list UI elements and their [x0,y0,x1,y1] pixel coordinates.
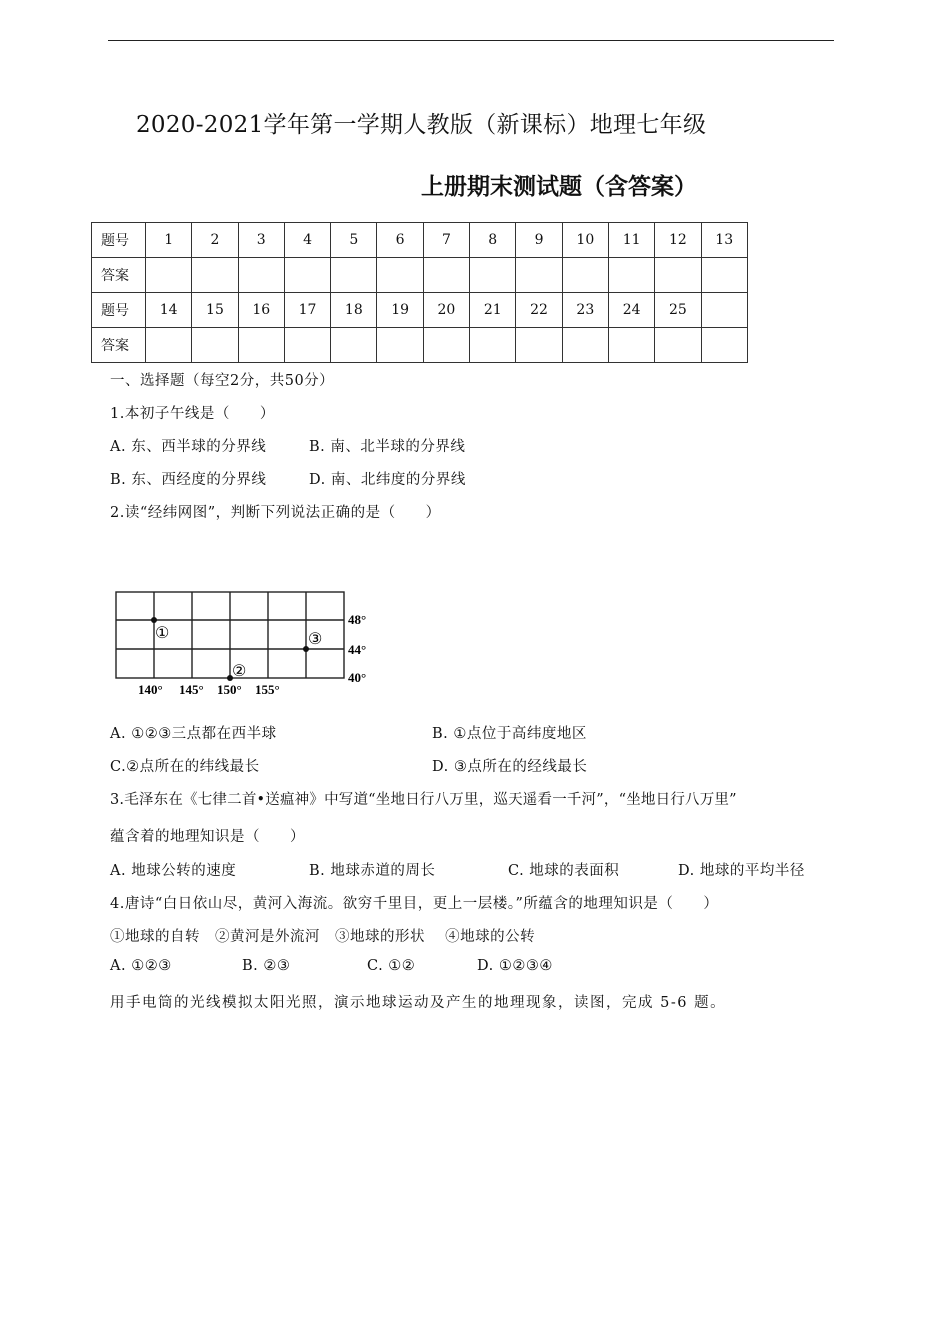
row-label: 题号 [92,293,146,328]
question-number: 5 [331,223,377,258]
q3-stem-continued: 蕴含着的地理知识是（ ） [110,829,305,845]
answer-cell[interactable] [377,258,423,293]
point-1-dot [151,617,157,623]
question-number: 18 [331,293,377,328]
header-rule [108,40,834,41]
lon-label: 140° [138,682,163,697]
question-number: 22 [516,293,562,328]
answer-cell[interactable] [192,328,238,363]
answer-cell[interactable] [331,328,377,363]
q1-option-d[interactable]: D. 南、北纬度的分界线 [309,472,466,488]
q4-option-b[interactable]: B. ②③ [242,958,291,974]
question-number: 25 [655,293,701,328]
question-number: 17 [284,293,330,328]
answer-cell[interactable] [608,328,654,363]
lon-label: 150° [217,682,242,697]
question-number: 16 [238,293,284,328]
q2-stem: 2.读“经纬网图”，判断下列说法正确的是（ ） [110,505,441,521]
q4-option-c[interactable]: C. ①② [367,958,416,974]
question-number: 13 [701,223,747,258]
question-number: 3 [238,223,284,258]
point-3-label: ③ [308,631,323,648]
answer-table [91,222,748,363]
question-number: 10 [562,223,608,258]
question-number: 1 [146,223,192,258]
point-1-label: ① [155,625,170,642]
q3-stem: 3.毛泽东在《七律二首•送瘟神》中写道“坐地日行八万里，巡天遥看一千河”，“坐地日行八万里” [110,792,737,808]
table-row [92,258,748,293]
title-line-1: 2020-2021学年第一学期人教版（新课标）地理七年级 [136,112,707,138]
q1-option-b[interactable]: B. 南、北半球的分界线 [309,439,466,455]
q2-option-b[interactable]: B. ①点位于高纬度地区 [432,726,587,742]
table-row [92,293,748,328]
lat-label: 40° [348,670,367,685]
q2-option-a[interactable]: A. ①②③三点都在西半球 [110,726,277,742]
lat-label: 44° [348,642,367,657]
table-row [92,223,748,258]
answer-cell[interactable] [701,258,747,293]
q1-stem: 1.本初子午线是（ ） [110,406,275,422]
q1-option-c[interactable]: B. 东、西经度的分界线 [110,472,267,488]
answer-cell[interactable] [423,328,469,363]
question-number [701,293,747,328]
answer-cell[interactable] [655,258,701,293]
answer-cell[interactable] [470,258,516,293]
answer-cell[interactable] [701,328,747,363]
q4-option-d[interactable]: D. ①②③④ [477,958,553,974]
table-row [92,328,748,363]
question-number: 7 [423,223,469,258]
q3-option-d[interactable]: D. 地球的平均半径 [678,863,805,879]
lon-label: 145° [179,682,204,697]
lon-label: 155° [255,682,280,697]
row-label: 答案 [92,258,146,293]
question-number: 8 [470,223,516,258]
q2-option-d[interactable]: D. ③点所在的经线最长 [432,759,588,775]
answer-cell[interactable] [516,258,562,293]
q3-option-b[interactable]: B. 地球赤道的周长 [309,863,436,879]
question-number: 11 [608,223,654,258]
answer-cell[interactable] [146,258,192,293]
point-2-label: ② [232,663,247,680]
answer-cell[interactable] [146,328,192,363]
answer-cell[interactable] [331,258,377,293]
question-number: 21 [470,293,516,328]
answer-cell[interactable] [562,258,608,293]
answer-cell[interactable] [423,258,469,293]
q1-option-a[interactable]: A. 东、西半球的分界线 [110,439,267,455]
question-number: 15 [192,293,238,328]
lat-long-grid-figure [110,588,390,700]
q5-6-intro: 用手电筒的光线模拟太阳光照，演示地球运动及产生的地理现象，读图，完成 5-6 题。 [110,995,727,1011]
answer-cell[interactable] [377,328,423,363]
question-number: 9 [516,223,562,258]
q2-option-c[interactable]: C.②点所在的纬线最长 [110,759,260,775]
question-number: 12 [655,223,701,258]
q3-option-c[interactable]: C. 地球的表面积 [508,863,620,879]
answer-cell[interactable] [284,258,330,293]
answer-cell[interactable] [192,258,238,293]
question-number: 19 [377,293,423,328]
lat-label: 48° [348,612,367,627]
question-number: 2 [192,223,238,258]
q4-items: ①地球的自转 ②黄河是外流河 ③地球的形状 ④地球的公转 [110,929,536,945]
row-label: 答案 [92,328,146,363]
question-number: 24 [608,293,654,328]
row-label: 题号 [92,223,146,258]
answer-cell[interactable] [562,328,608,363]
title-line-2: 上册期末测试题（含答案） [421,173,697,200]
answer-cell[interactable] [284,328,330,363]
question-number: 14 [146,293,192,328]
q4-stem: 4.唐诗“白日依山尽，黄河入海流。欲穷千里目，更上一层楼。”所蕴含的地理知识是（ ） [110,896,719,912]
question-number: 4 [284,223,330,258]
answer-cell[interactable] [608,258,654,293]
question-number: 6 [377,223,423,258]
question-number: 20 [423,293,469,328]
answer-cell[interactable] [238,258,284,293]
answer-cell[interactable] [516,328,562,363]
q3-option-a[interactable]: A. 地球公转的速度 [110,863,237,879]
answer-cell[interactable] [238,328,284,363]
q4-option-a[interactable]: A. ①②③ [110,958,172,974]
answer-cell[interactable] [470,328,516,363]
section-heading: 一、选择题（每空2分，共50分） [110,373,335,389]
question-number: 23 [562,293,608,328]
answer-cell[interactable] [655,328,701,363]
